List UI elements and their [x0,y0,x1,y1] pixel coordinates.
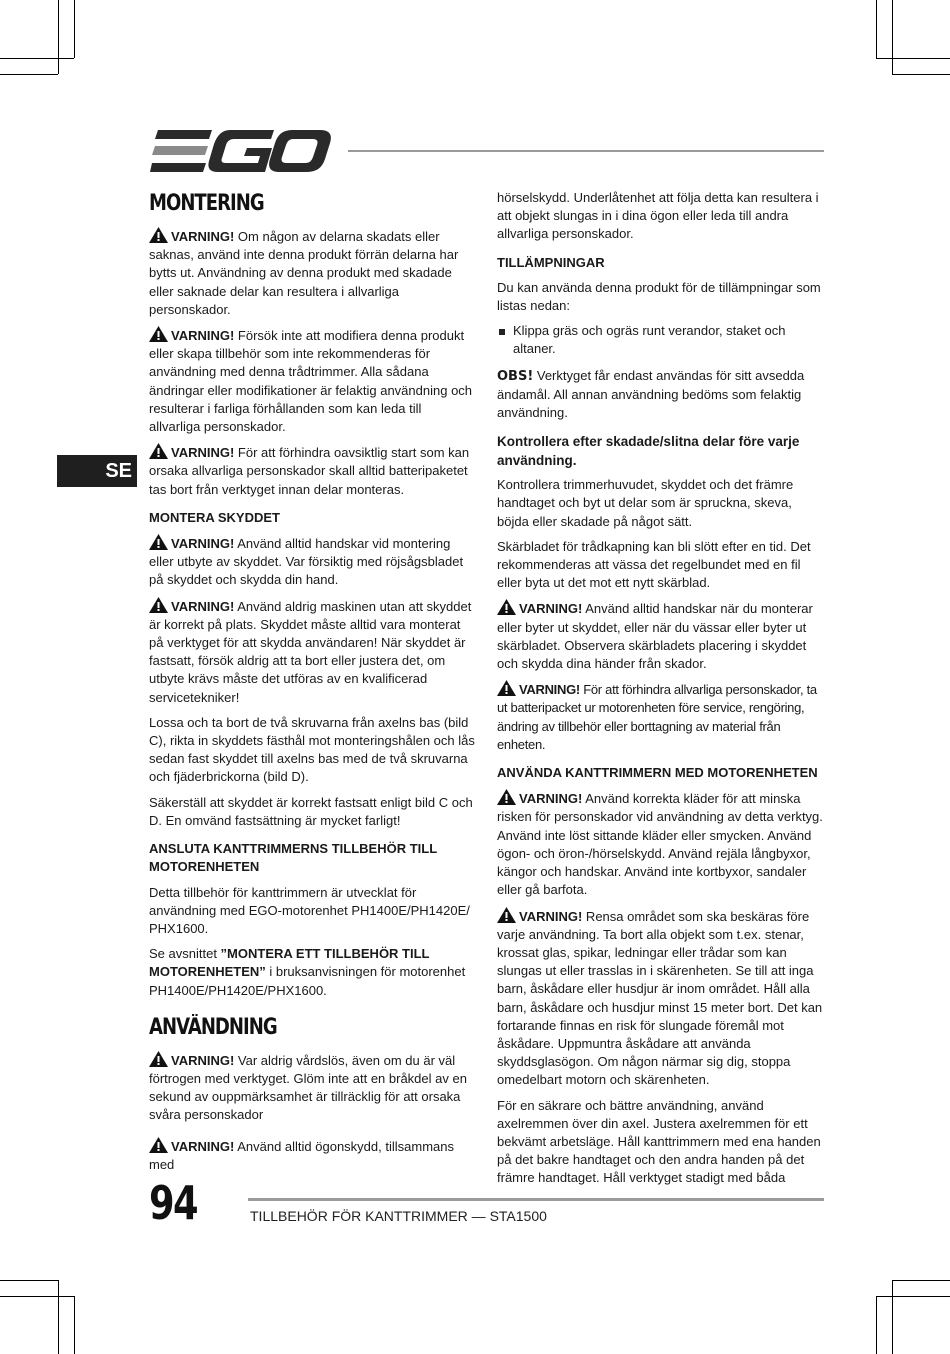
warning-text: Använd alltid ögonskydd, tillsammans med [149,1138,454,1172]
body-text: Se avsnittet [149,946,221,962]
section-reference: ”MONTERA ETT TILLBEHÖR TILL MOTORENHETEN” [149,946,430,980]
warning-label: VARNING! [519,682,580,698]
warning-triangle-icon [149,326,168,342]
warning-paragraph [497,680,824,754]
warning-triangle-icon [149,227,168,243]
warning-paragraph [149,597,475,707]
crop-mark [0,1280,58,1281]
left-column [149,190,475,1181]
warning-text: Använd alltid handskar vid montering eller utbyte av skyddet. Var försiktig med röjsågsbladet på skyddet och skydda din hand. [149,536,464,588]
crop-mark [0,58,74,59]
warning-triangle-icon [149,534,168,550]
list-item-text: Klippa gräs och ogräs runt verandor, staket och altaner. [513,323,786,357]
subsection-heading: TILLÄMPNINGAR [497,254,605,270]
crop-mark [892,1280,950,1281]
warning-label: VARNING! [171,598,235,614]
warning-paragraph [497,789,824,899]
warning-label: VARNING! [171,536,235,552]
crop-mark [892,0,893,74]
crop-mark [0,74,58,75]
warning-label: VARNING! [171,445,235,461]
note-label: OBS! [497,368,534,384]
bullet-square-icon [499,329,505,335]
crop-mark [0,1296,74,1297]
warning-text: Om någon av delarna skadats eller saknas, använd inte denna produkt förrän delarna har bytts ut. Användning av denna produkt med skadade eller saknade delar kan resultera i allvarliga personskador. [149,229,459,317]
right-column [497,189,824,1195]
warning-triangle-icon [497,789,516,805]
warning-text: Använd alltid handskar när du monterar eller byter ut skyddet, eller när du vässar eller byter ut skärbladet. Observera skärbladets placering i skyddet och skydda dina händer från skador. [497,601,813,672]
header-rule [348,150,824,152]
warning-paragraph [149,227,475,319]
crop-mark [892,74,950,75]
warning-text: Var aldrig vårdslös, även om du är väl förtrogen med verktyget. Glöm inte att en bråkdel av en sekund av ouppmärksamhet är tillräcklig för att orsaka svåra personskador [149,1052,467,1123]
section-title: ANVÄNDNING [149,1014,277,1040]
crop-mark [876,0,877,58]
warning-label: VARNING! [171,229,235,244]
warning-text: För att förhindra allvarliga personskador, ta ut batteripacket ur motorenheten före service, rengöring, ändring av tillbehör eller borttagning av material från enheten. [497,682,817,752]
warning-triangle-icon [149,1051,168,1067]
subsection-heading: ANVÄNDA KANTTRIMMERN MED MOTORENHETEN [497,765,818,781]
warning-paragraph [149,443,475,499]
body-paragraph: För en säkrare och bättre användning, använd axelremmen över din axel. Justera axelremmen för ett bekvämt arbetsläge. Håll kanttrimmern med ena handen på det bakre handtaget och den andra handen på det främre handtaget. Håll verktyget stadigt med båda [497,1097,821,1186]
warning-paragraph [149,326,475,436]
note-text: Verktyget får endast användas för sitt avsedda ändamål. All annan användning bedöms som felaktig användning. [497,367,805,421]
warning-triangle-icon [149,443,168,459]
warning-text: Försök inte att modifiera denna produkt eller skapa tillbehör som inte rekommenderas för användning med denna trådtrimmer. Alla sådana ändringar eller modifikationer är felaktig användning och resulterar i farliga förhållanden som kan leda till allvarliga personskador. [149,328,473,435]
warning-text: Använd korrekta kläder för att minska risken för personskador vid användning av detta verktyg. Använd inte löst sittande kläder eller smycken. Använd ögon- och öron-/hörselskydd. Använd rejäla långbyxor, kängor och handskar. Använd inte kortbyxor, sandaler eller gå barfota. [497,791,823,898]
body-paragraph: hörselskydd. Underlåtenhet att följa detta kan resultera i att objekt slungas in i dina ögon eller leda till andra allvarliga personskador. [497,190,819,242]
crop-mark [74,0,75,58]
body-paragraph: Skärbladet för trådkapning kan bli slött efter en tid. Det rekommenderas att vässa det regelbundet med en fil eller byta ut det mot ett nytt skärblad. [497,538,811,591]
body-paragraph: Du kan använda denna produkt för de tillämpningar som listas nedan: [497,279,821,314]
subsection-heading: MONTERA SKYDDET [149,509,280,525]
warning-paragraph [149,1137,475,1174]
warning-triangle-icon [497,680,516,696]
list-item [497,322,824,358]
warning-paragraph [149,1051,475,1125]
warning-label: VARNING! [171,1052,235,1068]
body-paragraph: Detta tillbehör för kanttrimmern är utvecklat för användning med EGO-motorenhet PH1400E/PH1420E/ PHX1600. [149,884,470,936]
body-paragraph: Lossa och ta bort de två skruvarna från axelns bas (bild C), rikta in skyddets fästhål mot monteringshålen och lås sedan fast skyddet till axelns bas med de två skruvarna och fjäderbrickorna (bild D). [149,714,475,785]
section-title: MONTERING [149,191,264,216]
warning-triangle-icon [149,1137,168,1153]
crop-mark [58,1280,59,1354]
crop-mark [892,1280,893,1354]
language-tab: SE [57,455,137,487]
warning-text: Använd aldrig maskinen utan att skyddet är korrekt på plats. Skyddet måste alltid vara monterat på verktyget för att skydda användaren! När skyddet är fastsatt, försök aldrig att ta bort eller justera det, om utbyte krävs måste det utföras av en kvalificerad servicetekniker! [149,598,472,705]
subsection-heading: ANSLUTA KANTTRIMMERNS TILLBEHÖR TILL MOTORENHETEN [149,841,437,875]
warning-label: VARNING! [519,601,583,617]
body-text: i bruksanvisningen för motorenhet PH1400E/PH1420E/PHX1600. [149,964,466,998]
note-paragraph [497,367,824,423]
crop-mark [876,1296,877,1354]
warning-label: VARNING! [171,1138,235,1154]
ego-logo [150,130,332,172]
warning-paragraph [149,534,475,590]
warning-text: Rensa området som ska beskäras före varje användning. Ta bort alla objekt som t.ex. stenar, krossat glas, spikar, ledningar eller trådar som kan slungas ut eller trasslas in i skärenheten. Se till att inga barn, åskådare eller husdjur är inom området. Håll alla barn, åskådare och husdjur minst 15 meter bort. Det kan fortarande finnas en risk för slungade föremål mot åskådare. Uppmuntra åskådare att använda skyddsglasögon. Om någon närmar sig dig, stoppa omedelbart motorn och skärenheten. [497,908,823,1088]
warning-triangle-icon [497,599,516,615]
crop-mark [876,1296,950,1297]
page-number: 94 [149,1176,198,1230]
warning-label: VARNING! [171,328,235,344]
warning-paragraph [497,907,824,1090]
crop-mark [876,58,950,59]
warning-triangle-icon [149,597,168,613]
footer-title: TILLBEHÖR FÖR KANTTRIMMER — STA1500 [250,1208,547,1224]
body-paragraph [149,945,475,1000]
warning-text: För att förhindra oavsiktlig start som kan orsaka allvarliga personskador skall alltid batteripaketet tas bort från verktyget innan delar monteras. [149,445,470,497]
crop-mark [74,1296,75,1354]
warning-paragraph [497,599,824,673]
warning-label: VARNING! [519,908,583,924]
body-paragraph: Säkerställ att skyddet är korrekt fastsatt enligt bild C och D. En omvänd fastsättning är mycket farligt! [149,794,473,828]
warning-triangle-icon [497,907,516,923]
warning-label: VARNING! [519,791,583,807]
crop-mark [58,0,59,74]
footer-rule [248,1198,824,1201]
subsection-heading: Kontrollera efter skadade/slitna delar före varje användning. [497,434,800,469]
body-paragraph: Kontrollera trimmerhuvudet, skyddet och det främre handtaget och byt ut delar som är spruckna, skeva, böjda eller skadade på något sätt. [497,477,794,529]
